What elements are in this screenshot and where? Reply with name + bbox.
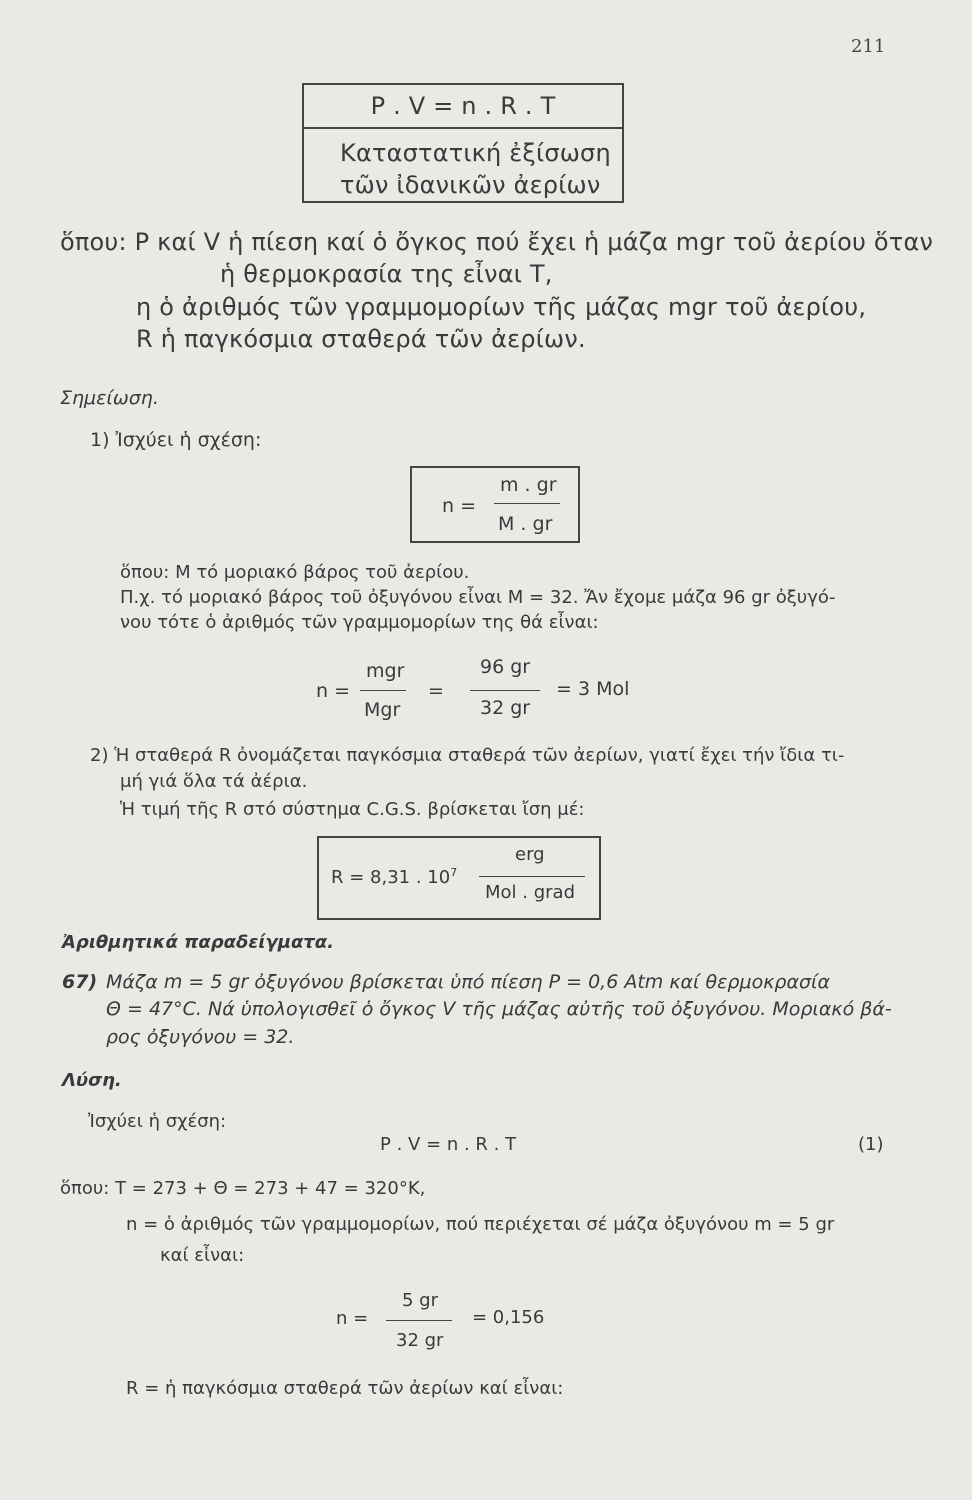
note-item1-line2: ὅπου: M τό μοριακό βάρος τοῦ ἀερίου. [120,562,470,583]
solution-line2: ὅπου: T = 273 + Θ = 273 + 47 = 320°K, [60,1178,426,1199]
note-item2-line2: μή γιά ὅλα τά ἀέρια. [120,771,308,792]
formula2-lhs-text: R = 8,31 . 10 [331,867,451,888]
note-item1-line3: Π.χ. τό μοριακό βάρος τοῦ ὀξυγόνου εἶναι M = 32. Ἄν ἔχομε μάζα 96 gr ὀξυγό- [120,587,836,608]
formula1-box [410,466,580,543]
example-f2-bar [470,690,540,691]
formula2-numerator: erg [515,844,545,865]
equation-caption-line1: Καταστατική ἐξίσωση [340,139,611,167]
examples-heading: Ἀριθμητικά παραδείγματα. [62,932,334,953]
formula1-numerator: m . gr [500,474,557,496]
equation-caption-line2: τῶν ἰδανικῶν ἀερίων [340,171,601,199]
note-item1-line4: νου τότε ὁ ἀριθμός τῶν γραμμομορίων της θά εἶναι: [120,612,599,633]
calc-numerator: 5 gr [402,1290,438,1311]
example-equals: = [428,680,444,702]
equation-number: (1) [858,1134,884,1155]
note-item2-line3: Ἡ τιμή τῆς R στό σύστημα C.G.S. βρίσκεται ἴση μέ: [120,799,585,820]
formula1-fraction-bar [494,503,560,504]
note-item2-line1: 2) Ἡ σταθερά R ὀνομάζεται παγκόσμια σταθερά τῶν ἀερίων, γιατί ἔχει τήν ἴδια τι- [90,745,845,766]
problem-line3: ρος ὀξυγόνου = 32. [106,1026,295,1048]
calc-result: = 0,156 [472,1307,545,1328]
problem-line2: Θ = 47°C. Νά ὑπολογισθεῖ ὁ ὄγκος V τῆς μάζας αὐτῆς τοῦ ὀξυγόνου. Μοριακό βά- [106,998,892,1020]
calc-lhs: n = [336,1308,369,1329]
intro-line2: ἡ θερμοκρασία της εἶναι T, [220,260,553,288]
formula2-lhs [331,866,457,888]
solution-line4: καί εἶναι: [160,1245,245,1266]
solution-line5: R = ἡ παγκόσμια σταθερά τῶν ἀερίων καί εἶναι: [126,1378,564,1399]
solution-line1: Ἰσχύει ἡ σχέση: [88,1111,227,1132]
example-f1-numerator: mgr [366,660,405,682]
example-result: = 3 Mol [556,678,630,700]
equation-box [302,83,624,203]
formula2-denominator: Mol . grad [485,882,575,903]
intro-line3: η ὁ ἀριθμός τῶν γραμμομορίων τῆς μάζας mgr τοῦ ἀερίου, [136,293,867,321]
intro-line1: ὅπου: P καί V ἡ πίεση καί ὁ ὄγκος πού ἔχει ἡ μάζα mgr τοῦ ἀερίου ὅταν [60,228,934,256]
formula2-fraction-bar [479,876,585,877]
example-f2-numerator: 96 gr [480,656,531,678]
formula1-lhs: n = [442,495,477,517]
formula2-box [317,836,601,920]
problem-line1: Μάζα m = 5 gr ὀξυγόνου βρίσκεται ὑπό πίεση P = 0,6 Atm καί θερμοκρασία [106,971,830,993]
problem-number: 67) [62,971,98,993]
solution-formula: P . V = n . R . T [380,1134,517,1155]
intro-line4: R ἡ παγκόσμια σταθερά τῶν ἀερίων. [136,325,586,353]
calc-fraction-bar [386,1320,452,1321]
calc-denominator: 32 gr [396,1330,444,1351]
example-f2-denominator: 32 gr [480,697,531,719]
formula1-denominator: M . gr [498,513,553,535]
page-number: 211 [851,36,886,57]
solution-heading: Λύση. [62,1070,122,1091]
example-lhs: n = [316,680,351,702]
example-f1-bar [360,690,406,691]
ideal-gas-equation: P . V = n . R . T [304,85,622,129]
solution-line3: n = ὁ ἀριθμός τῶν γραμμομορίων, πού περιέχεται σέ μάζα ὀξυγόνου m = 5 gr [126,1214,835,1235]
example-f1-denominator: Mgr [364,699,401,721]
formula2-exponent: 7 [450,866,458,879]
note-heading: Σημείωση. [60,387,159,409]
note-item1-intro: 1) Ἰσχύει ἡ σχέση: [90,429,262,451]
